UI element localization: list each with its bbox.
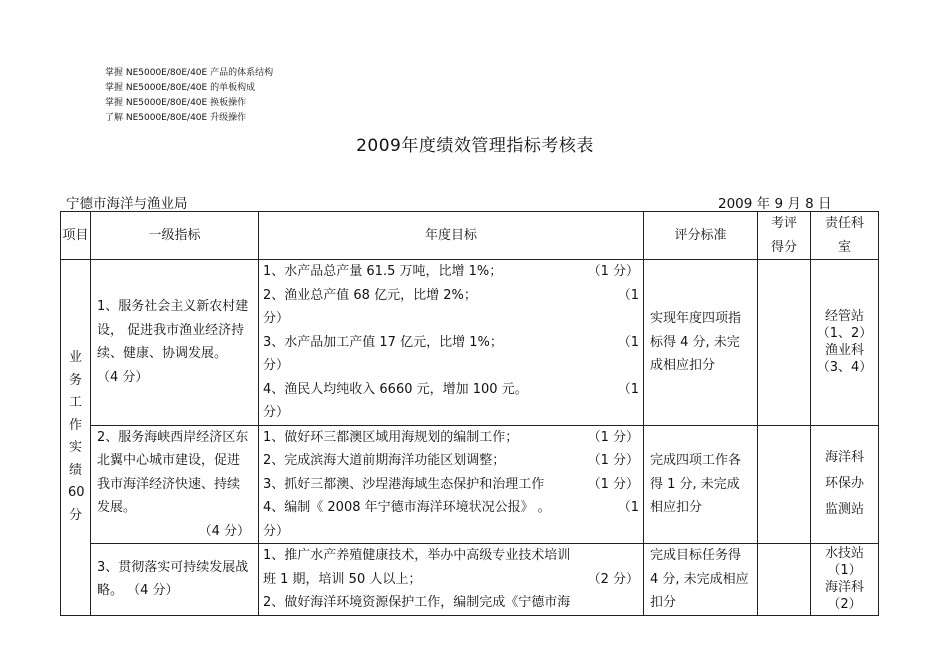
- score-cell: [758, 544, 811, 616]
- dept-cell: 海洋科 环保办 监测站: [811, 425, 879, 544]
- score-cell: [758, 260, 811, 426]
- document-date: 2009 年 9 月 8 日: [718, 196, 832, 212]
- organization-name: 宁德市海洋与渔业局: [66, 196, 188, 212]
- criteria-cell: 完成四项工作各得 1 分, 未完成相应扣分: [644, 425, 758, 544]
- header-notes: [105, 66, 273, 126]
- goal-line: 3、抓好三都澳、沙埕港海域生态保护和治理工作 （1 分）: [263, 476, 639, 492]
- dept-cell: 水技站 （1） 海洋科 （2）: [811, 544, 879, 616]
- goal-line: 2、完成滨海大道前期海洋功能区划调整； （1 分）: [263, 453, 639, 468]
- goal-line: 2、做好海洋环境资源保护工作，编制完成《宁德市海: [263, 595, 571, 610]
- goal-line: 分）: [263, 523, 290, 539]
- dept-cell: 经管站 （1、2） 渔业科 （3、4）: [811, 260, 879, 426]
- goal-line: 1、推广水产养殖健康技术，举办中高级专业技术培训: [263, 548, 571, 563]
- table-row: [61, 544, 879, 616]
- goal-line: 3、水产品加工产值 17 亿元，比增 1%； （1: [263, 334, 639, 350]
- goal-line: 分）: [263, 358, 290, 373]
- header-note: 掌握 NE5000E/80E/40E 产品的体系结构: [105, 68, 274, 78]
- column-header-level1: 一级指标: [91, 212, 259, 260]
- goal-line: 分）: [263, 405, 290, 420]
- goals-cell: [259, 544, 644, 616]
- goal-line: 班 1 期，培训 50 人以上； （2 分）: [263, 571, 639, 587]
- goals-cell: [259, 425, 644, 544]
- table-row: [61, 260, 879, 426]
- criteria-cell: 完成目标任务得 4 分, 未完成相应扣分: [644, 544, 758, 616]
- category-cell: 业务工作实绩60分: [61, 260, 91, 616]
- goal-line: 分）: [263, 311, 290, 326]
- column-header-criteria: 评分标准: [644, 212, 758, 260]
- indicator-cell: 3、贯彻落实可持续发展战略。 （4 分）: [91, 544, 259, 616]
- header-note: 了解 NE5000E/80E/40E 升级操作: [105, 113, 247, 123]
- header-note: 掌握 NE5000E/80E/40E 换板操作: [105, 98, 247, 108]
- score-cell: [758, 425, 811, 544]
- column-header-item: 项目: [61, 212, 91, 260]
- goal-line: 4、渔民人均纯收入 6660 元，增加 100 元。 （1: [263, 381, 639, 397]
- assessment-table: [60, 211, 879, 616]
- table-row: [61, 425, 879, 544]
- indicator-cell: 1、服务社会主义新农村建设， 促进我市渔业经济持续、健康、协调发展。 （4 分）: [91, 260, 259, 426]
- column-header-dept: 责任科室: [811, 212, 879, 260]
- column-header-score: 考评得分: [758, 212, 811, 260]
- column-header-annual: 年度目标: [259, 212, 644, 260]
- goals-cell: [259, 260, 644, 426]
- criteria-cell: 实现年度四项指标得 4 分, 未完成相应扣分: [644, 260, 758, 426]
- goal-line: 2、渔业总产值 68 亿元，比增 2%； （1: [263, 287, 639, 303]
- table-header-row: [61, 212, 879, 260]
- goal-line: 1、水产品总产量 61.5 万吨，比增 1%； （1 分）: [263, 264, 639, 279]
- goal-line: 4、编制《 2008 年宁德市海洋环境状况公报》 。 （1: [263, 500, 639, 515]
- goal-line: 1、做好环三都澳区域用海规划的编制工作； （1 分）: [263, 429, 639, 445]
- page-title: 2009年度绩效管理指标考核表: [356, 136, 594, 156]
- indicator-cell: 2、服务海峡西岸经济区东北翼中心城市建设，促进我市海洋经济快速、持续发展。 （4 分）: [91, 425, 259, 544]
- header-note: 掌握 NE5000E/80E/40E 的单板构成: [105, 83, 256, 93]
